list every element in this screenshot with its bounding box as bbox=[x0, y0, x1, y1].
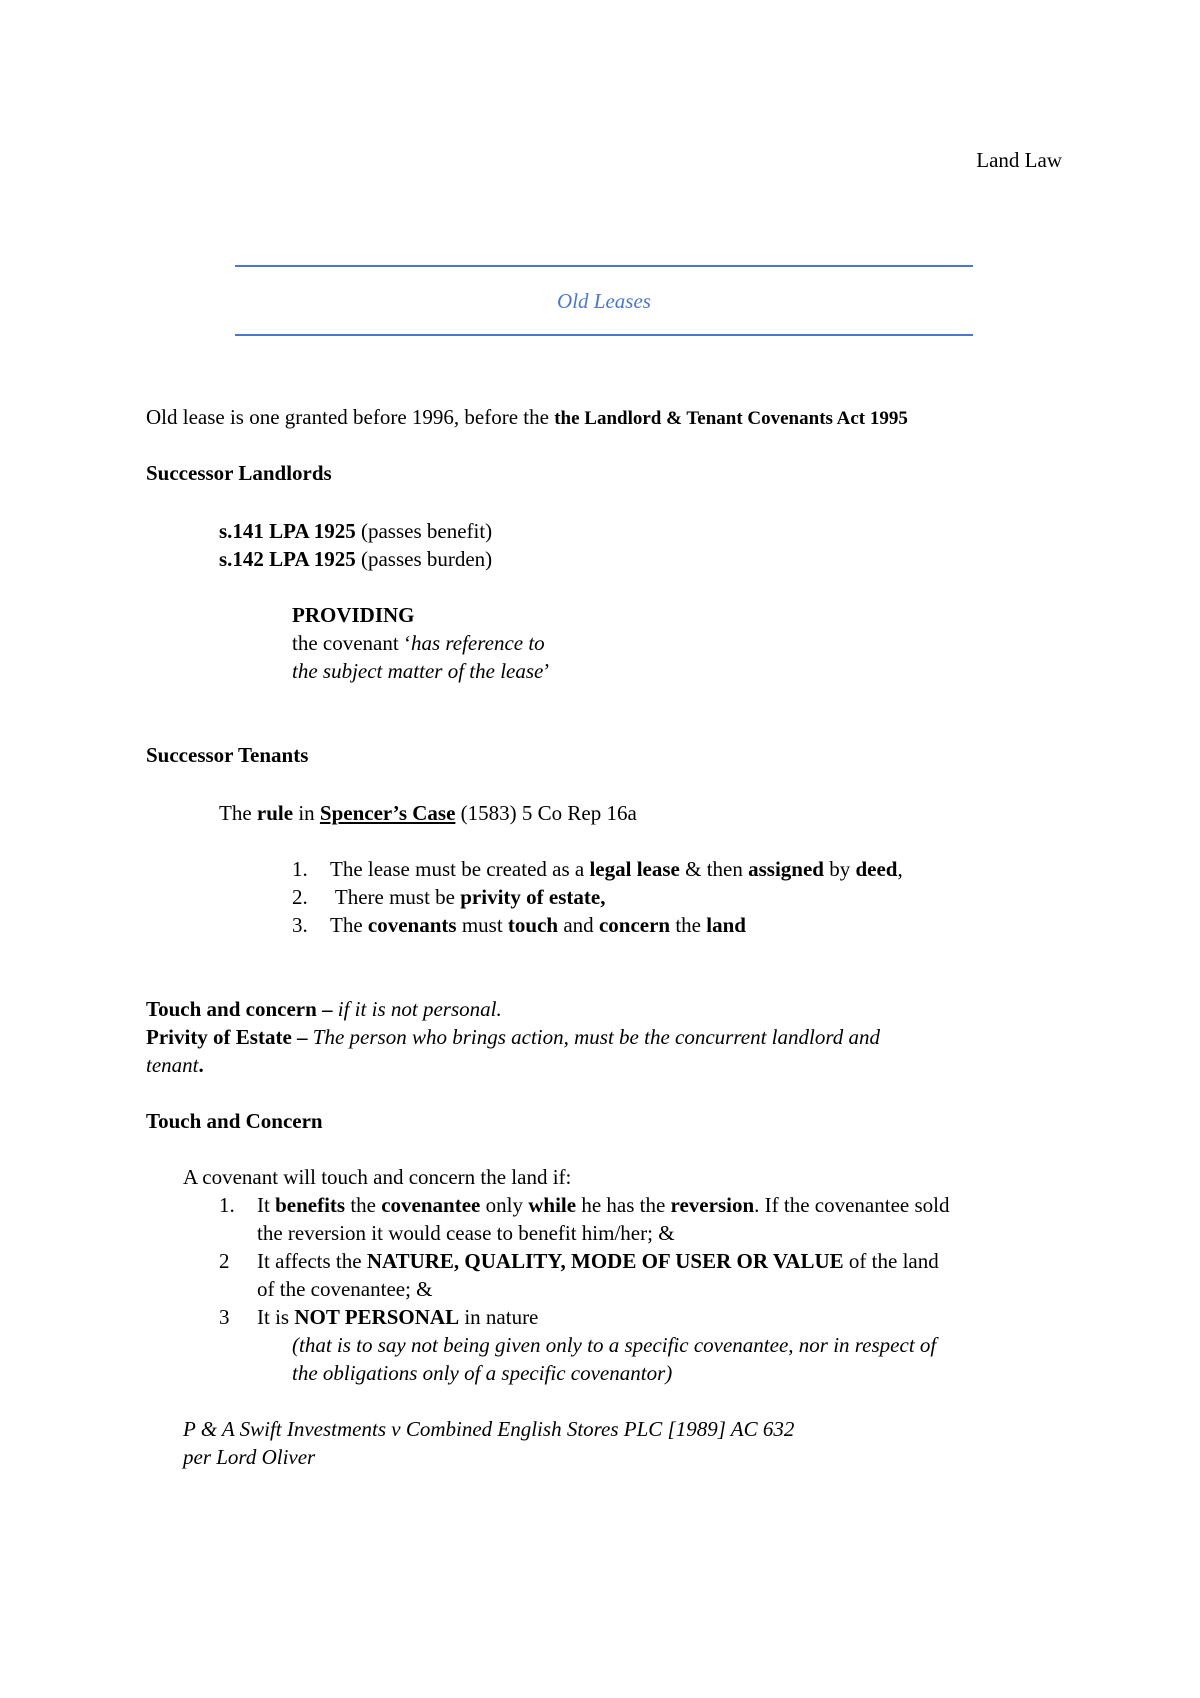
page-header-label: Land Law bbox=[976, 148, 1062, 172]
list-text: only bbox=[480, 1193, 529, 1217]
list-text: , bbox=[897, 857, 903, 881]
list-bold: land bbox=[706, 913, 746, 937]
providing-label: PROVIDING bbox=[292, 603, 415, 627]
definition-touch-concern bbox=[146, 995, 502, 1023]
list-text: & then bbox=[679, 857, 749, 881]
list-bold: covenants bbox=[367, 913, 457, 937]
list-text: and bbox=[558, 913, 599, 937]
spencers-citation: (1583) 5 Co Rep 16a bbox=[455, 801, 637, 825]
list-item bbox=[219, 1303, 538, 1331]
list-text: . If the covenantee sold bbox=[754, 1193, 950, 1217]
list-number: 1. bbox=[219, 1193, 235, 1217]
touch-concern-lead: A covenant will touch and concern the land if: bbox=[183, 1165, 572, 1189]
privity-term: Privity of Estate – bbox=[146, 1025, 313, 1049]
touch-definition: if it is not personal. bbox=[337, 997, 502, 1021]
authority-per: per Lord Oliver bbox=[183, 1445, 316, 1469]
title-rule-top bbox=[235, 265, 973, 267]
list-number: 3. bbox=[292, 913, 308, 937]
list-text: must bbox=[456, 913, 508, 937]
intro-paragraph bbox=[146, 403, 908, 433]
list-item bbox=[292, 855, 903, 883]
list-text: It is bbox=[257, 1305, 295, 1329]
spencers-rule-line bbox=[219, 799, 637, 827]
list-bold: covenantee bbox=[381, 1193, 481, 1217]
list-bold: assigned bbox=[748, 857, 824, 881]
heading-successor-landlords: Successor Landlords bbox=[146, 461, 332, 485]
list-item bbox=[292, 883, 605, 911]
list-item bbox=[292, 911, 746, 939]
intro-act-name: the Landlord & Tenant Covenants Act 1995 bbox=[554, 408, 908, 429]
spencers-case-name: Spencer’s Case bbox=[319, 801, 456, 825]
not-personal-note-2: the obligations only of a specific covenantor) bbox=[292, 1361, 673, 1385]
s141-reference: s.141 LPA 1925 bbox=[219, 519, 356, 543]
touch-term: Touch and concern – bbox=[146, 997, 338, 1021]
list-bold: legal lease bbox=[589, 857, 680, 881]
list-text: of the land bbox=[843, 1249, 939, 1273]
providing-line-1 bbox=[292, 629, 545, 657]
list-bold: deed bbox=[855, 857, 898, 881]
providing-quote-1: has reference to bbox=[410, 631, 545, 655]
privity-definition-1: The person who brings action, must be the concurrent landlord and bbox=[312, 1025, 880, 1049]
privity-definition-2: tenant bbox=[146, 1053, 199, 1077]
list-text: The bbox=[330, 913, 368, 937]
list-item bbox=[219, 1247, 939, 1275]
list-bold: privity of estate, bbox=[460, 885, 606, 909]
rule-word: rule bbox=[256, 801, 294, 825]
list-item-continuation: the reversion it would cease to benefit him/her; & bbox=[257, 1221, 675, 1245]
list-bold: benefits bbox=[275, 1193, 346, 1217]
list-text: The lease must be created as a bbox=[330, 857, 590, 881]
list-bold: reversion bbox=[670, 1193, 755, 1217]
not-personal-note-1: (that is to say not being given only to a specific covenantee, nor in respect of bbox=[292, 1333, 937, 1357]
providing-line-2 bbox=[292, 657, 550, 685]
definition-privity-cont bbox=[146, 1051, 204, 1079]
list-number: 2. bbox=[292, 885, 308, 909]
list-text: It bbox=[257, 1193, 276, 1217]
list-text: the bbox=[345, 1193, 382, 1217]
page-title: Old Leases bbox=[557, 289, 651, 313]
list-bold: NOT PERSONAL bbox=[294, 1305, 460, 1329]
s141-line bbox=[219, 517, 492, 545]
s142-reference: s.142 LPA 1925 bbox=[219, 547, 356, 571]
list-number: 3 bbox=[219, 1305, 230, 1329]
title-rule-bottom bbox=[235, 334, 973, 336]
s142-line bbox=[219, 545, 492, 573]
heading-successor-tenants: Successor Tenants bbox=[146, 743, 309, 767]
list-text: the bbox=[670, 913, 707, 937]
list-text: There must be bbox=[330, 885, 461, 909]
list-text: It affects the bbox=[257, 1249, 367, 1273]
list-bold: while bbox=[528, 1193, 577, 1217]
providing-close: ’ bbox=[543, 659, 551, 683]
list-text: he has the bbox=[576, 1193, 671, 1217]
list-number: 2 bbox=[219, 1249, 230, 1273]
list-number: 1. bbox=[292, 857, 308, 881]
list-text: in nature bbox=[459, 1305, 539, 1329]
definition-privity bbox=[146, 1023, 880, 1051]
intro-text: Old lease is one granted before 1996, before the bbox=[146, 405, 555, 429]
list-bold: touch bbox=[507, 913, 559, 937]
rule-in: in bbox=[293, 801, 320, 825]
list-item-continuation: of the covenantee; & bbox=[257, 1277, 433, 1301]
providing-lead: the covenant ‘ bbox=[292, 631, 411, 655]
rule-the: The bbox=[219, 801, 257, 825]
list-bold: NATURE, QUALITY, MODE OF USER OR VALUE bbox=[366, 1249, 844, 1273]
list-bold: concern bbox=[598, 913, 671, 937]
providing-quote-2: the subject matter of the lease bbox=[292, 659, 544, 683]
s142-note: (passes burden) bbox=[355, 547, 493, 571]
s141-note: (passes benefit) bbox=[355, 519, 493, 543]
heading-touch-and-concern: Touch and Concern bbox=[146, 1109, 323, 1133]
list-text: by bbox=[823, 857, 856, 881]
list-item bbox=[219, 1191, 949, 1219]
privity-end: . bbox=[198, 1053, 204, 1077]
authority-case: P & A Swift Investments v Combined English Stores PLC [1989] AC 632 bbox=[183, 1417, 795, 1441]
